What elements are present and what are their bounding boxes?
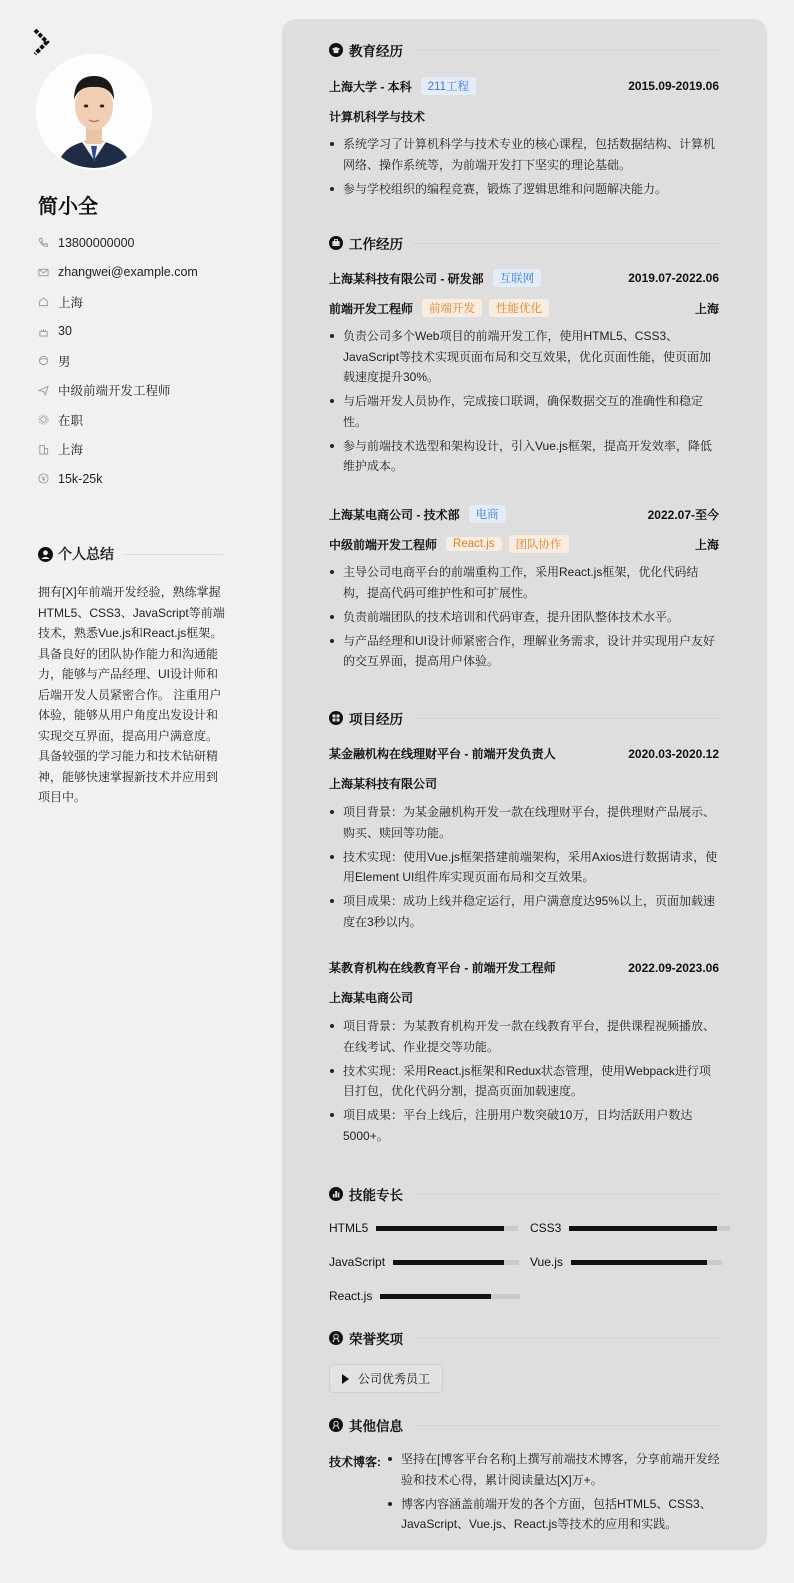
salary-text: 15k-25k [58,471,103,486]
project-date: 2022.09-2023.06 [628,960,719,975]
job-city: 上海 [694,537,719,552]
city-row [38,435,248,465]
other-heading [329,1415,719,1435]
project-company: 上海某科技有限公司 [329,777,438,791]
medal-icon [329,1418,343,1432]
contact-info [38,228,248,494]
phone-text: 13800000000 [58,235,135,250]
industry-tag: 电商 [469,505,506,523]
job-header [329,269,719,287]
honors-heading [329,1328,719,1348]
project-company-row [329,989,719,1006]
skill-tag: 团队协作 [509,535,569,553]
skill-reactjs [329,1289,520,1303]
skill-name: CSS3 [530,1221,562,1235]
summary-title: 个人总结 [58,546,114,562]
home-icon [38,296,49,307]
company-name: 上海某科技有限公司 - 研发部 [329,271,484,286]
list-item: 项目背景：为某教育机构开发一款在线教育平台，提供课程视频播放、在线考试、作业提交等功能。 [329,1016,721,1057]
phone-row [38,228,248,258]
job-role: 前端开发工程师 [329,301,414,316]
list-item: 参与学校组织的编程竞赛，锻炼了逻辑思维和问题解决能力。 [329,179,721,200]
skill-vuejs [530,1255,722,1269]
project-header [329,745,719,762]
education-title: 教育经历 [349,44,403,59]
skill-bar [569,1226,730,1231]
avatar [38,56,150,168]
user-circle-icon [38,547,53,562]
chevron-logo-icon [33,28,53,56]
building-icon [38,444,49,455]
send-icon [38,385,49,396]
position-text: 中级前端开发工程师 [58,384,171,399]
list-item: 与产品经理和UI设计师紧密合作，理解业务需求，设计并实现用户友好的交互界面，提高用户体验。 [329,631,721,672]
skill-bar [380,1294,520,1299]
list-item: 负责公司多个Web项目的前端开发工作，使用HTML5、CSS3、JavaScript等技术实现页面布局和交互效果，优化页面性能，使页面加载速度提升30%。 [329,326,721,388]
skill-javascript [329,1255,519,1269]
list-item: 主导公司电商平台的前端重构工作，采用React.js框架，优化代码结构，提高代码可维护性和可扩展性。 [329,562,721,603]
list-item: 坚持在[博客平台名称]上撰写前端技术博客，分享前端开发经验和技术心得，累计阅读量达[X]万+。 [387,1449,727,1490]
email-text: zhangwei@example.com [58,265,198,280]
cake-icon [38,326,49,337]
blog-label: 技术博客: [329,1455,381,1469]
work-heading [329,233,719,253]
age-text: 30 [58,324,72,339]
school-tag: 211工程 [421,77,476,95]
project-company: 上海某电商公司 [329,991,414,1005]
education-heading [329,40,719,60]
skill-tag: 前端开发 [422,299,482,317]
award-item-button[interactable] [329,1364,443,1393]
project-company-row [329,775,719,792]
skill-bar [571,1260,722,1265]
job-bullets [329,326,721,480]
skills-title: 技能专长 [349,1188,403,1203]
list-item: 项目成果：成功上线并稳定运行，用户满意度达95%以上，页面加载速度在3秒以内。 [329,891,721,932]
medal-icon [329,1331,343,1345]
list-item: 技术实现：使用Vue.js框架搭建前端架构，采用Axios进行数据请求，使用Element UI组件库实现页面布局和交互效果。 [329,847,721,888]
skill-tag: 性能优化 [489,299,549,317]
education-bullets [329,134,721,203]
other-title: 其他信息 [349,1419,403,1434]
mail-icon [38,267,49,278]
job-role: 中级前端开发工程师 [329,537,438,552]
gear-icon [38,414,49,425]
graduation-cap-icon [329,43,343,57]
skill-html5 [329,1221,518,1235]
divider [413,243,719,244]
divider [413,1425,719,1426]
job-role-row [329,299,719,317]
briefcase-icon [329,236,343,250]
status-row [38,405,248,435]
summary-heading [38,544,223,564]
list-item: 参与前端技术选型和架构设计，引入Vue.js框架，提高开发效率，降低维护成本。 [329,436,721,477]
money-icon [38,473,49,484]
skill-tag: React.js [446,537,502,551]
skill-bar [376,1226,518,1231]
divider [413,718,719,719]
list-item: 项目成果：平台上线后，注册用户数突破10万，日均活跃用户数达5000+。 [329,1105,721,1146]
skill-bar-fill [376,1226,504,1231]
candidate-name: 简小全 [38,196,98,218]
skill-name: HTML5 [329,1221,369,1235]
bar-chart-icon [329,1187,343,1201]
job-city: 上海 [694,301,719,316]
divider [413,1194,719,1195]
project-date: 2020.03-2020.12 [628,746,719,761]
divider [413,50,719,51]
position-row [38,376,248,406]
project-bullets [329,802,721,936]
list-item: 与后端开发人员协作，完成接口联调，确保数据交互的准确性和稳定性。 [329,391,721,432]
major-row [329,108,719,125]
list-item: 项目背景：为某金融机构开发一款在线理财平台，提供理财产品展示、购买、赎回等功能。 [329,802,721,843]
main-panel [282,19,767,1550]
age-row [38,317,248,347]
education-date: 2015.09-2019.06 [628,79,719,93]
gender-icon [38,355,49,366]
location-row [38,287,248,317]
list-item: 系统学习了计算机科学与技术专业的核心课程，包括数据结构、计算机网络、操作系统等，为前端开发打下坚实的理论基础。 [329,134,721,175]
skill-name: Vue.js [530,1255,563,1269]
blog-bullets [387,1449,727,1538]
work-title: 工作经历 [349,237,403,252]
job-date: 2019.07-2022.06 [628,271,719,285]
project-header [329,959,719,976]
divider [413,1338,719,1339]
industry-tag: 互联网 [493,269,542,287]
skill-bar [393,1260,519,1265]
email-row [38,258,248,288]
phone-icon [38,237,49,248]
gender-row [38,346,248,376]
play-icon [342,1374,349,1384]
list-item: 博客内容涵盖前端开发的各个方面，包括HTML5、CSS3、JavaScript、Vue.js、React.js等技术的应用和实践。 [387,1494,727,1535]
job-role-row [329,535,719,553]
gender-text: 男 [58,354,71,369]
project-name: 某教育机构在线教育平台 - 前端开发工程师 [329,961,556,975]
award-label: 公司优秀员工 [358,1372,431,1386]
skill-bar-fill [393,1260,504,1265]
skill-name: JavaScript [329,1255,386,1269]
divider [122,554,223,555]
location-text: 上海 [58,295,84,310]
skill-bar-fill [571,1260,707,1265]
projects-heading [329,708,719,728]
list-item: 负责前端团队的技术培训和代码审查，提升团队整体技术水平。 [329,607,721,628]
job-date: 2022.07-至今 [647,507,719,522]
salary-row [38,464,248,494]
job-header [329,505,719,523]
status-text: 在职 [58,413,84,428]
honors-title: 荣誉奖项 [349,1332,403,1347]
list-item: 技术实现：采用React.js框架和Redux状态管理，使用Webpack进行项目打包，优化代码分割，提高页面加载速度。 [329,1061,721,1102]
education-row [329,77,719,95]
project-bullets [329,1016,721,1150]
sidebar [0,0,260,1583]
skill-bar-fill [569,1226,717,1231]
company-name: 上海某电商公司 - 技术部 [329,507,460,522]
grid-icon [329,711,343,725]
school-name: 上海大学 - 本科 [329,79,412,94]
skill-css3 [530,1221,730,1235]
major-name: 计算机科学与技术 [329,110,426,124]
projects-title: 项目经历 [349,712,403,727]
job-bullets [329,562,721,675]
summary-text: 拥有[X]年前端开发经验，熟练掌握HTML5、CSS3、JavaScript等前端技术，熟悉Vue.js和React.js框架。 具备良好的团队协作能力和沟通能力，能够与产品经理、UI设计师和后端开发人员紧密合作。 注重用户体验，能够从用户角度出发设计和实现交互界面，提高用户满意度。 具备较强的学习能力和技术钻研精神，能够快速掌握新技术并应用到项目中。 [38,585,225,804]
skill-name: React.js [329,1289,373,1303]
project-name: 某金融机构在线理财平台 - 前端开发负责人 [329,747,556,761]
city-text: 上海 [58,443,84,458]
skill-bar-fill [380,1294,491,1299]
skills-heading [329,1184,719,1204]
